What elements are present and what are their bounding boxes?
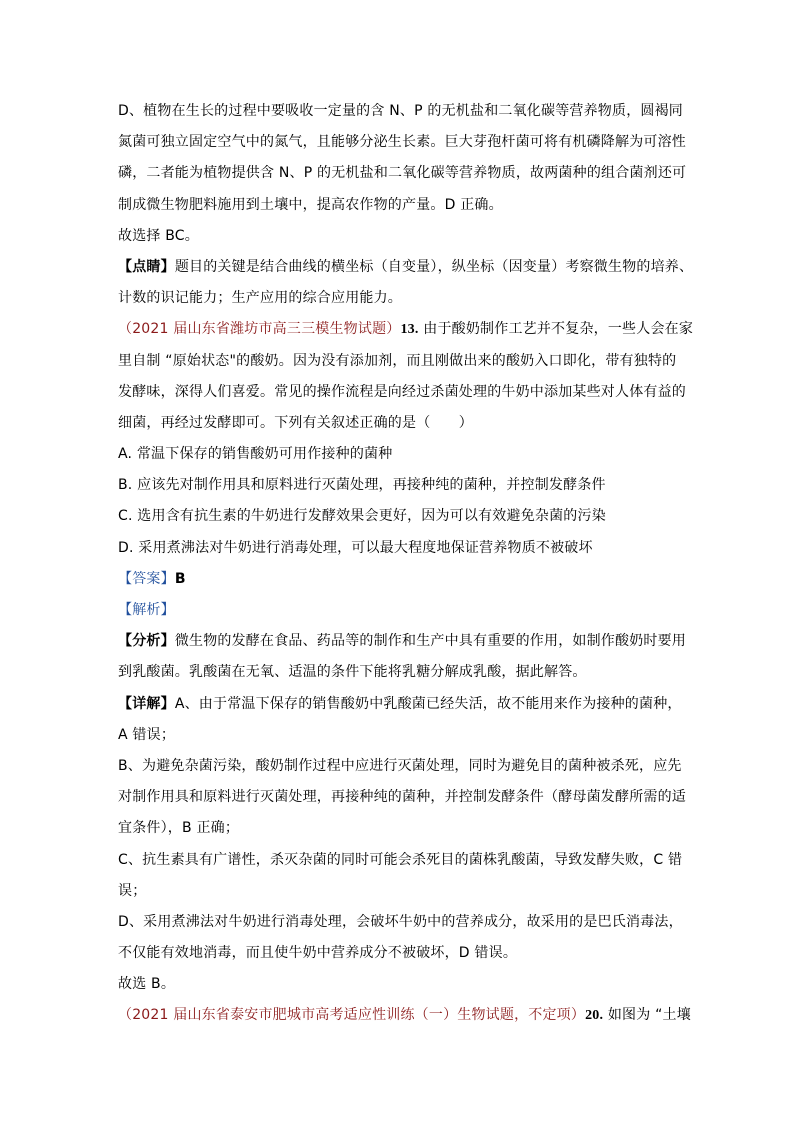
analysis-tag: 【解析】 (118, 602, 175, 618)
analysis-heading (118, 595, 678, 626)
question-source: （2021 届山东省潍坊市高三三模生物试题） (118, 321, 401, 338)
text-line: 不仅能有效地消毒，而且使牛奶中营养成分不被破坏，D 错误。 (118, 945, 518, 962)
tip-line (118, 252, 694, 283)
option-text: 常温下保存的销售酸奶可用作接种的菌种 (132, 446, 393, 463)
text-line: 制成微生物肥料施用到土壤中，提高农作物的产量。D 正确。 (118, 196, 503, 213)
answer-line (118, 564, 678, 595)
option-c (118, 501, 678, 532)
detail-line (118, 689, 682, 720)
option-text: 应该先对制作用具和原料进行灭菌处理，再接种纯的菌种，并控制发酵条件 (132, 477, 606, 494)
question-number: 20. (585, 1008, 604, 1024)
question-stem: 如图为 “土壤 (603, 1007, 691, 1024)
option-b (118, 470, 678, 501)
detail-tag: 【详解】 (118, 695, 175, 712)
document-page (118, 96, 694, 1032)
text-line: 宜条件），B 正确； (118, 820, 240, 837)
question-stem: 由于酸奶制作工艺并不复杂，一些人会在家 (418, 321, 694, 338)
text-line: D、采用煮沸法对牛奶进行消毒处理，会破坏牛奶中的营养成分，故采用的是巴氏消毒法， (118, 913, 683, 930)
tip-tag: 【点睛】 (118, 258, 175, 275)
text-line: 细菌，再经过发酵即可。下列有关叙述正确的是（ ） (118, 414, 473, 431)
option-label: C. (118, 508, 133, 525)
text-line: 发酵味，深得人们喜爱。常见的操作流程是向经过杀菌处理的牛奶中添加某些对人体有益的 (118, 383, 686, 400)
detail-text: A、由于常温下保存的销售酸奶中乳酸菌已经失活，故不能用来作为接种的菌种， (174, 695, 682, 712)
text-line: B、为避免杂菌污染，酸奶制作过程中应进行灭菌处理，同时为避免目的菌种被杀死，应先 (118, 757, 682, 774)
question-source: （2021 届山东省泰安市肥城市高考适应性训练（一）生物试题，不定项） (118, 1007, 586, 1024)
option-d (118, 533, 678, 564)
option-text: 选用含有抗生素的牛奶进行发酵效果会更好，因为可以有效避免杂菌的污染 (132, 508, 606, 525)
analysis-line (118, 626, 687, 657)
text-line: 里自制 “原始状态"的酸奶。因为没有添加剂，而且刚做出来的酸奶入口即化，带有独特的 (118, 352, 677, 369)
text-line: 误； (118, 882, 147, 899)
text-line: 计数的识记能力；生产应用的综合应用能力。 (118, 290, 402, 307)
option-label: A. (118, 446, 133, 463)
question-20-header (118, 1000, 691, 1031)
option-a (118, 439, 678, 470)
text-line: D、植物在生长的过程中要吸收一定量的含 N、P 的无机盐和二氧化碳等营养物质，圆褐同 (118, 103, 683, 119)
conclusion-line: 故选 B。 (118, 976, 176, 993)
conclusion-line: 故选择 BC。 (118, 227, 199, 244)
text-line: 到乳酸菌。乳酸菌在无氧、适温的条件下能将乳糖分解成乳酸，据此解答。 (118, 664, 587, 681)
tip-text: 题目的关键是结合曲线的横坐标（自变量），纵坐标（因变量）考察微生物的培养、 (174, 258, 694, 275)
text-line: 对制作用具和原料进行灭菌处理，再接种纯的菌种，并控制发酵条件（酵母菌发酵所需的适 (118, 789, 686, 806)
text-line: 氮菌可独立固定空气中的氮气，且能够分泌生长素。巨大芽孢杆菌可将有机磷降解为可溶性 (118, 134, 686, 151)
analysis-sub-tag: 【分析】 (118, 633, 175, 650)
question-13-header (118, 314, 694, 345)
text-line: A 错误； (118, 726, 176, 743)
text-line: C、抗生素具有广谱性，杀灭杂菌的同时可能会杀死目的菌株乳酸菌，导致发酵失败，C 错 (118, 851, 683, 868)
question-number: 13. (400, 322, 419, 338)
option-text: 采用煮沸法对牛奶进行消毒处理，可以最大程度地保证营养物质不被破坏 (133, 539, 593, 556)
answer-tag: 【答案】 (118, 570, 175, 587)
text-line: 磷，二者能为植物提供含 N、P 的无机盐和二氧化碳等营养物质，故两菌种的组合菌剂还可 (118, 165, 687, 182)
option-label: B. (118, 477, 133, 494)
answer-value: B (174, 570, 186, 587)
option-label: D. (118, 539, 134, 556)
analysis-text: 微生物的发酵在食品、药品等的制作和生产中具有重要的作用，如制作酸奶时要用 (174, 633, 687, 650)
